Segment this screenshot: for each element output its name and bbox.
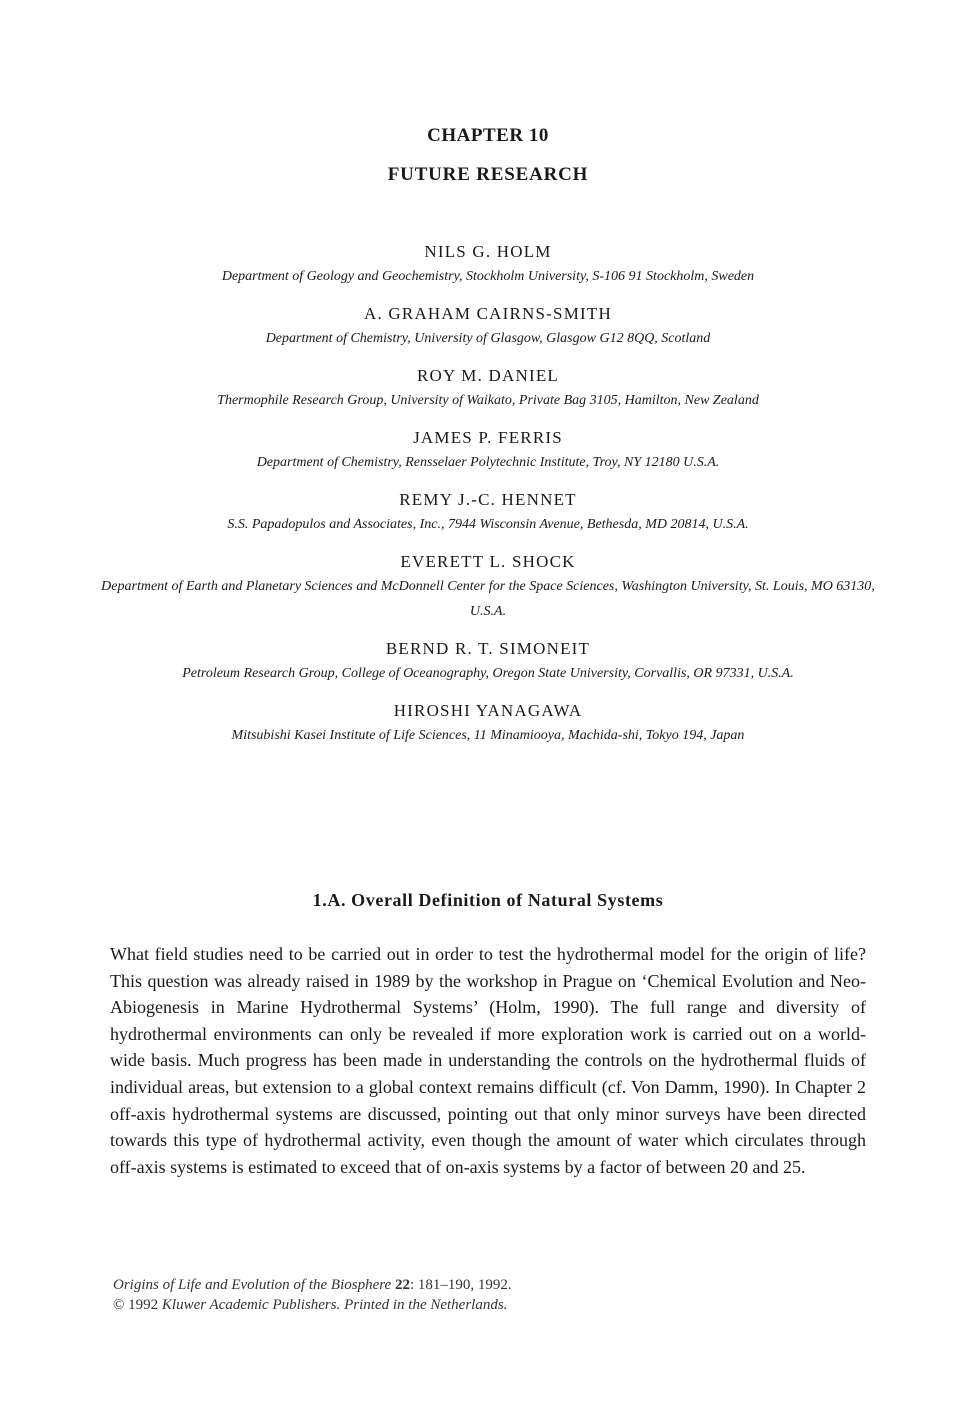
author-affiliation: Department of Earth and Planetary Sciences and McDonnell Center for the Space Sciences, Washington University, St. Louis, MO 63130, U.S.A. (101, 579, 875, 619)
publisher-line: Kluwer Academic Publishers. Printed in the Netherlands. (161, 1297, 508, 1313)
author-name: REMY J.-C. HENNET (399, 490, 577, 509)
body-paragraph: What field studies need to be carried out in order to test the hydrothermal model for the origin of life? This question was already raised in 1989 by the workshop in Prague on ‘Chemical Evolution and Neo-Abiogenesis in Marine Hydrothermal Systems’ (Holm, 1990). The full range and diversity of hydrothermal environments can only be revealed if more exploration work is carried out on a world-wide basis. Much progress has been made in understanding the controls on the hydrothermal fluids of individual areas, but extension to a global context remains difficult (cf. Von Damm, 1990). In Chapter 2 off-axis hydrothermal systems are discussed, pointing out that only minor surveys have been directed towards this type of hydrothermal activity, even though the amount of water which circulates through off-axis systems is estimated to exceed that of on-axis systems by a factor of between 20 and 25. (110, 944, 866, 1177)
copyright-line (113, 1295, 813, 1315)
author-name: EVERETT L. SHOCK (400, 552, 576, 571)
chapter-title: FUTURE RESEARCH (387, 164, 589, 185)
author-block (100, 426, 876, 475)
section-heading: 1.A. Overall Definition of Natural Systems (312, 890, 664, 910)
journal-volume: 22 (394, 1277, 410, 1293)
author-name: A. GRAHAM CAIRNS-SMITH (364, 304, 612, 323)
citation-footer (113, 1275, 813, 1315)
author-affiliation: Mitsubishi Kasei Institute of Life Sciences, 11 Minamiooya, Machida-shi, Tokyo 194, Japan (231, 728, 745, 743)
author-affiliation: Petroleum Research Group, College of Oceanography, Oregon State University, Corvallis, OR 97331, U.S.A. (182, 666, 794, 681)
author-affiliation: S.S. Papadopulos and Associates, Inc., 7944 Wisconsin Avenue, Bethesda, MD 20814, U.S.A. (227, 517, 749, 532)
author-name: ROY M. DANIEL (417, 366, 559, 385)
journal-citation (113, 1275, 813, 1295)
author-name: NILS G. HOLM (424, 242, 552, 261)
journal-pages-year: : 181–190, 1992. (409, 1277, 512, 1293)
author-block (100, 240, 876, 289)
author-affiliation: Department of Chemistry, University of Glasgow, Glasgow G12 8QQ, Scotland (265, 331, 711, 346)
author-block (100, 699, 876, 748)
copyright-prefix: © 1992 (113, 1297, 159, 1313)
author-name: BERND R. T. SIMONEIT (385, 639, 591, 658)
chapter-label: CHAPTER 10 (427, 125, 549, 146)
author-name: JAMES P. FERRIS (413, 428, 563, 447)
author-affiliation: Thermophile Research Group, University of Waikato, Private Bag 3105, Hamilton, New Zealand (217, 393, 759, 408)
author-affiliation: Department of Geology and Geochemistry, Stockholm University, S-106 91 Stockholm, Sweden (221, 269, 755, 284)
author-affiliation: Department of Chemistry, Rensselaer Polytechnic Institute, Troy, NY 12180 U.S.A. (256, 455, 720, 470)
author-block (100, 550, 876, 624)
author-list (100, 240, 876, 761)
author-block (100, 302, 876, 351)
author-name: HIROSHI YANAGAWA (393, 701, 583, 720)
journal-name: Origins of Life and Evolution of the Biosphere (113, 1277, 392, 1293)
author-block (100, 488, 876, 537)
author-block (100, 637, 876, 686)
author-block (100, 364, 876, 413)
